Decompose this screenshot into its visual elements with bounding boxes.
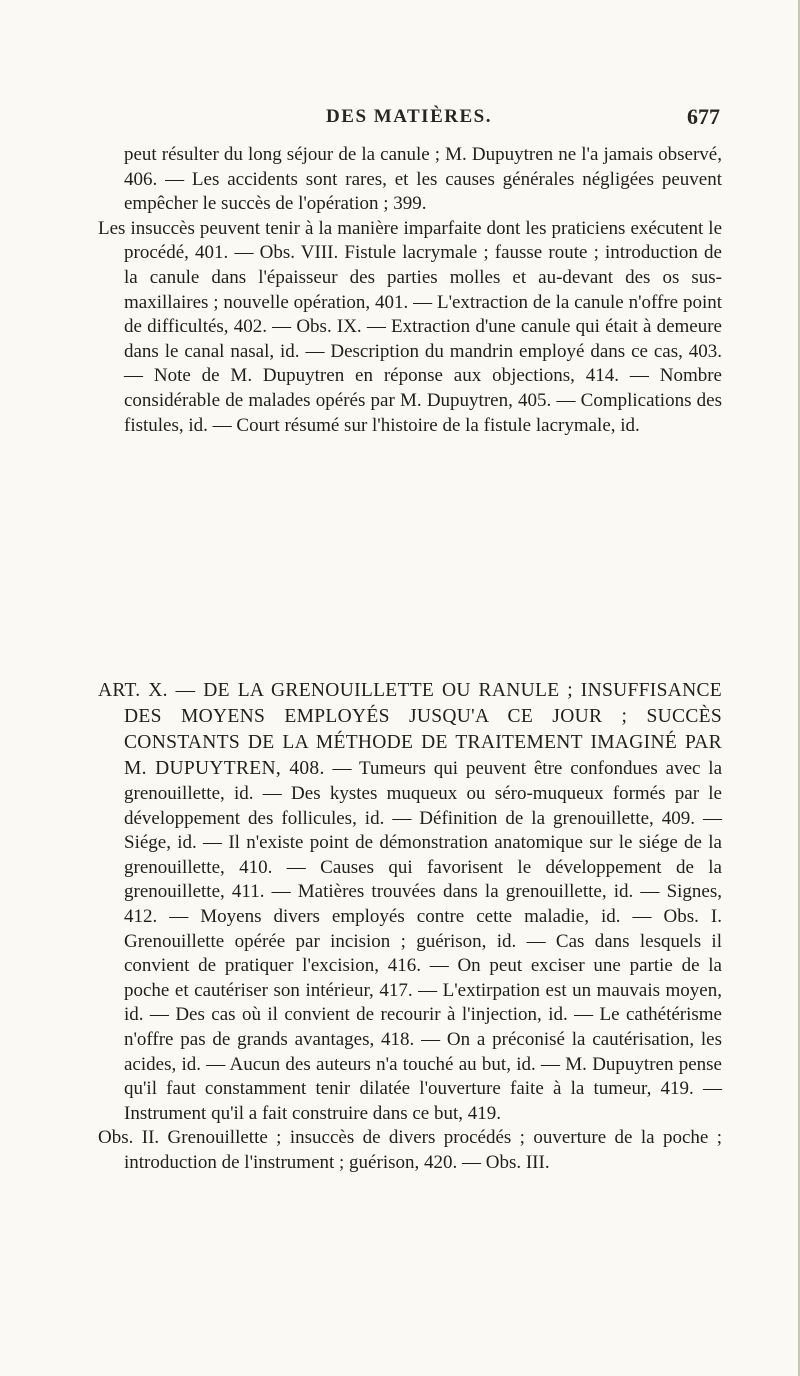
page-header	[98, 106, 720, 136]
article-body: — Tumeurs qui peuvent être confondues avec la grenouillette, id. — Des kystes muqueux ou séro-muqueux formés par le développement des follicules, id. — Définition de la grenouillette, 409. — Siége, id. — Il n'existe point de démonstration anatomique sur le siége de la grenouillette, 410. — Causes qui favorisent le développement de la grenouillette, 411. — Matières trouvées dans la grenouillette, id. — Signes, 412. — Moyens divers employés contre cette maladie, id. — Obs. I. Grenouillette opérée par incision ; guérison, id. — Cas dans lesquels il convient de pratiquer l'excision, 416. — On peut exciser une partie de la poche et cautériser son intérieur, 417. — L'extirpation est un mauvais moyen, id. — Des cas où il convient de recourir à l'injection, id. — Le cathétérisme n'offre pas de grands avantages, 418. — On a préconisé la cautérisation, les acides, id. — Aucun des auteurs n'a touché au but, id. — M. Dupuytren pense qu'il faut constamment tenir dilatée l'ouverture faite à la tumeur, 419. — Instrument qu'il a fait construire dans ce but, 419.	[124, 758, 722, 1124]
index-section-top	[98, 143, 722, 438]
paragraph-obs-ii: Obs. II. Grenouillette ; insuccès de divers procédés ; ouverture de la poche ; introduction de l'instrument ; guérison, 420. — Obs. III.	[98, 1127, 722, 1173]
index-section-article-x	[98, 678, 722, 1176]
paragraph-insucces: Les insuccès peuvent tenir à la manière imparfaite dont les praticiens exécutent le procédé, 401. — Obs. VIII. Fistule lacrymale ; fausse route ; introduction de la canule dans l'épaisseur des parties molles et au-devant des os sus-maxillaires ; nouvelle opération, 401. — L'extraction de la canule n'offre point de difficultés, 402. — Obs. IX. — Extraction d'une canule qui était à demeure dans le canal nasal, id. — Description du mandrin employé dans ce cas, 403. — Note de M. Dupuytren en réponse aux objections, 414. — Nombre considérable de malades opérés par M. Dupuytren, 405. — Complications des fistules, id. — Court résumé sur l'histoire de la fistule lacrymale, id.	[98, 217, 722, 436]
paragraph-continuation: peut résulter du long séjour de la canule ; M. Dupuytren ne l'a jamais observé, 406. — Les accidents sont rares, et les causes générales négligées peuvent empêcher le succès de l'opération ; 399.	[124, 144, 722, 215]
running-head: DES MATIÈRES.	[326, 106, 492, 127]
article-title: ART. X. — DE LA GRENOUILLETTE OU RANULE ; INSUFFISANCE DES MOYENS EMPLOYÉS JUSQU'A CE JOUR ; SUCCÈS CONSTANTS DE LA MÉTHODE DE TRAITEMENT IMAGINÉ PAR M. DUPUYTREN, 408.	[98, 680, 722, 779]
page-number: 677	[687, 104, 720, 129]
paragraph-art-x	[98, 678, 722, 1126]
